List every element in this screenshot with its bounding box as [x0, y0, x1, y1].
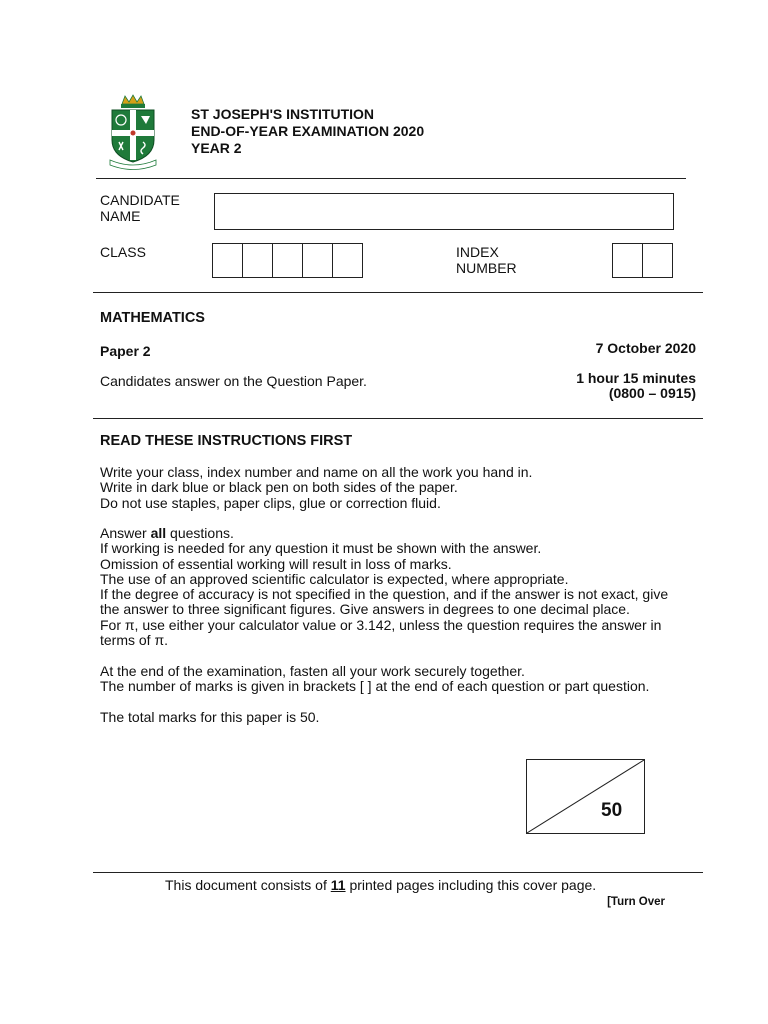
index-cell[interactable]	[613, 244, 643, 277]
instruction-line: Omission of essential working will result in loss of marks.	[100, 555, 452, 572]
instruction-line: The number of marks is given in brackets [ ] at the end of each question or part question.	[100, 678, 650, 695]
instruction-line: At the end of the examination, fasten all your work securely together.	[100, 663, 525, 679]
class-cell[interactable]	[333, 244, 363, 277]
instruction-line: Answer all questions.	[100, 525, 234, 541]
answer-note: Candidates answer on the Question Paper.	[100, 373, 367, 389]
class-field[interactable]	[212, 243, 363, 278]
exam-time: (0800 – 0915)	[608, 385, 696, 401]
instructions-heading: READ THESE INSTRUCTIONS FIRST	[100, 433, 353, 449]
total-marks-note: The total marks for this paper is 50.	[100, 709, 320, 725]
divider-footer	[93, 872, 703, 873]
class-cell[interactable]	[213, 244, 243, 277]
page-count: 11	[330, 877, 346, 893]
paper-number: Paper 2	[100, 343, 151, 359]
instruction-line: Write in dark blue or black pen on both sides of the paper.	[100, 479, 458, 496]
exam-duration: 1 hour 15 minutes	[576, 370, 696, 386]
year-level: YEAR 2	[191, 140, 242, 156]
class-cell[interactable]	[273, 244, 303, 277]
instructions-block-1	[100, 465, 700, 511]
exam-date: 7 October 2020	[595, 340, 696, 356]
divider-paper	[93, 418, 703, 419]
page-count-note: This document consists of 11 printed pages including this cover page.	[165, 877, 597, 893]
class-cell[interactable]	[303, 244, 333, 277]
marks-box	[526, 759, 645, 834]
instruction-line: For π, use either your calculator value or 3.142, unless the question requires the answer in	[100, 616, 662, 633]
divider-header	[96, 178, 686, 179]
turn-over-note: [Turn Over	[607, 896, 665, 908]
instruction-line: Do not use staples, paper clips, glue or correction fluid.	[100, 494, 441, 511]
instruction-line: The use of an approved scientific calculator is expected, where appropriate.	[100, 570, 569, 587]
marks-total: 50	[601, 800, 623, 821]
instruction-line: the answer to three significant figures. Give answers in degrees to one decimal place.	[100, 601, 630, 618]
index-number-label: INDEX NUMBER	[456, 244, 517, 276]
instruction-line: terms of π.	[100, 632, 169, 649]
instructions-block-2	[100, 526, 700, 648]
instruction-line: If the degree of accuracy is not specified in the question, and if the answer is not exact, give	[100, 586, 669, 603]
divider-candidate	[93, 292, 703, 293]
instruction-line: Write your class, index number and name on all the work you hand in.	[100, 464, 533, 480]
candidate-name-label: CANDIDATE NAME	[100, 192, 180, 224]
marks-box-diagonal	[527, 760, 644, 833]
instructions-block-3	[100, 664, 700, 695]
instruction-line: If working is needed for any question it must be shown with the answer.	[100, 540, 542, 557]
subject-title: MATHEMATICS	[100, 310, 205, 326]
index-number-field[interactable]	[612, 243, 673, 278]
school-crest	[108, 94, 158, 170]
candidate-name-field[interactable]	[214, 193, 674, 230]
index-cell[interactable]	[643, 244, 673, 277]
school-name: ST JOSEPH'S INSTITUTION	[191, 106, 375, 122]
class-cell[interactable]	[243, 244, 273, 277]
class-label: CLASS	[100, 244, 146, 260]
exam-title: END-OF-YEAR EXAMINATION 2020	[191, 123, 425, 139]
